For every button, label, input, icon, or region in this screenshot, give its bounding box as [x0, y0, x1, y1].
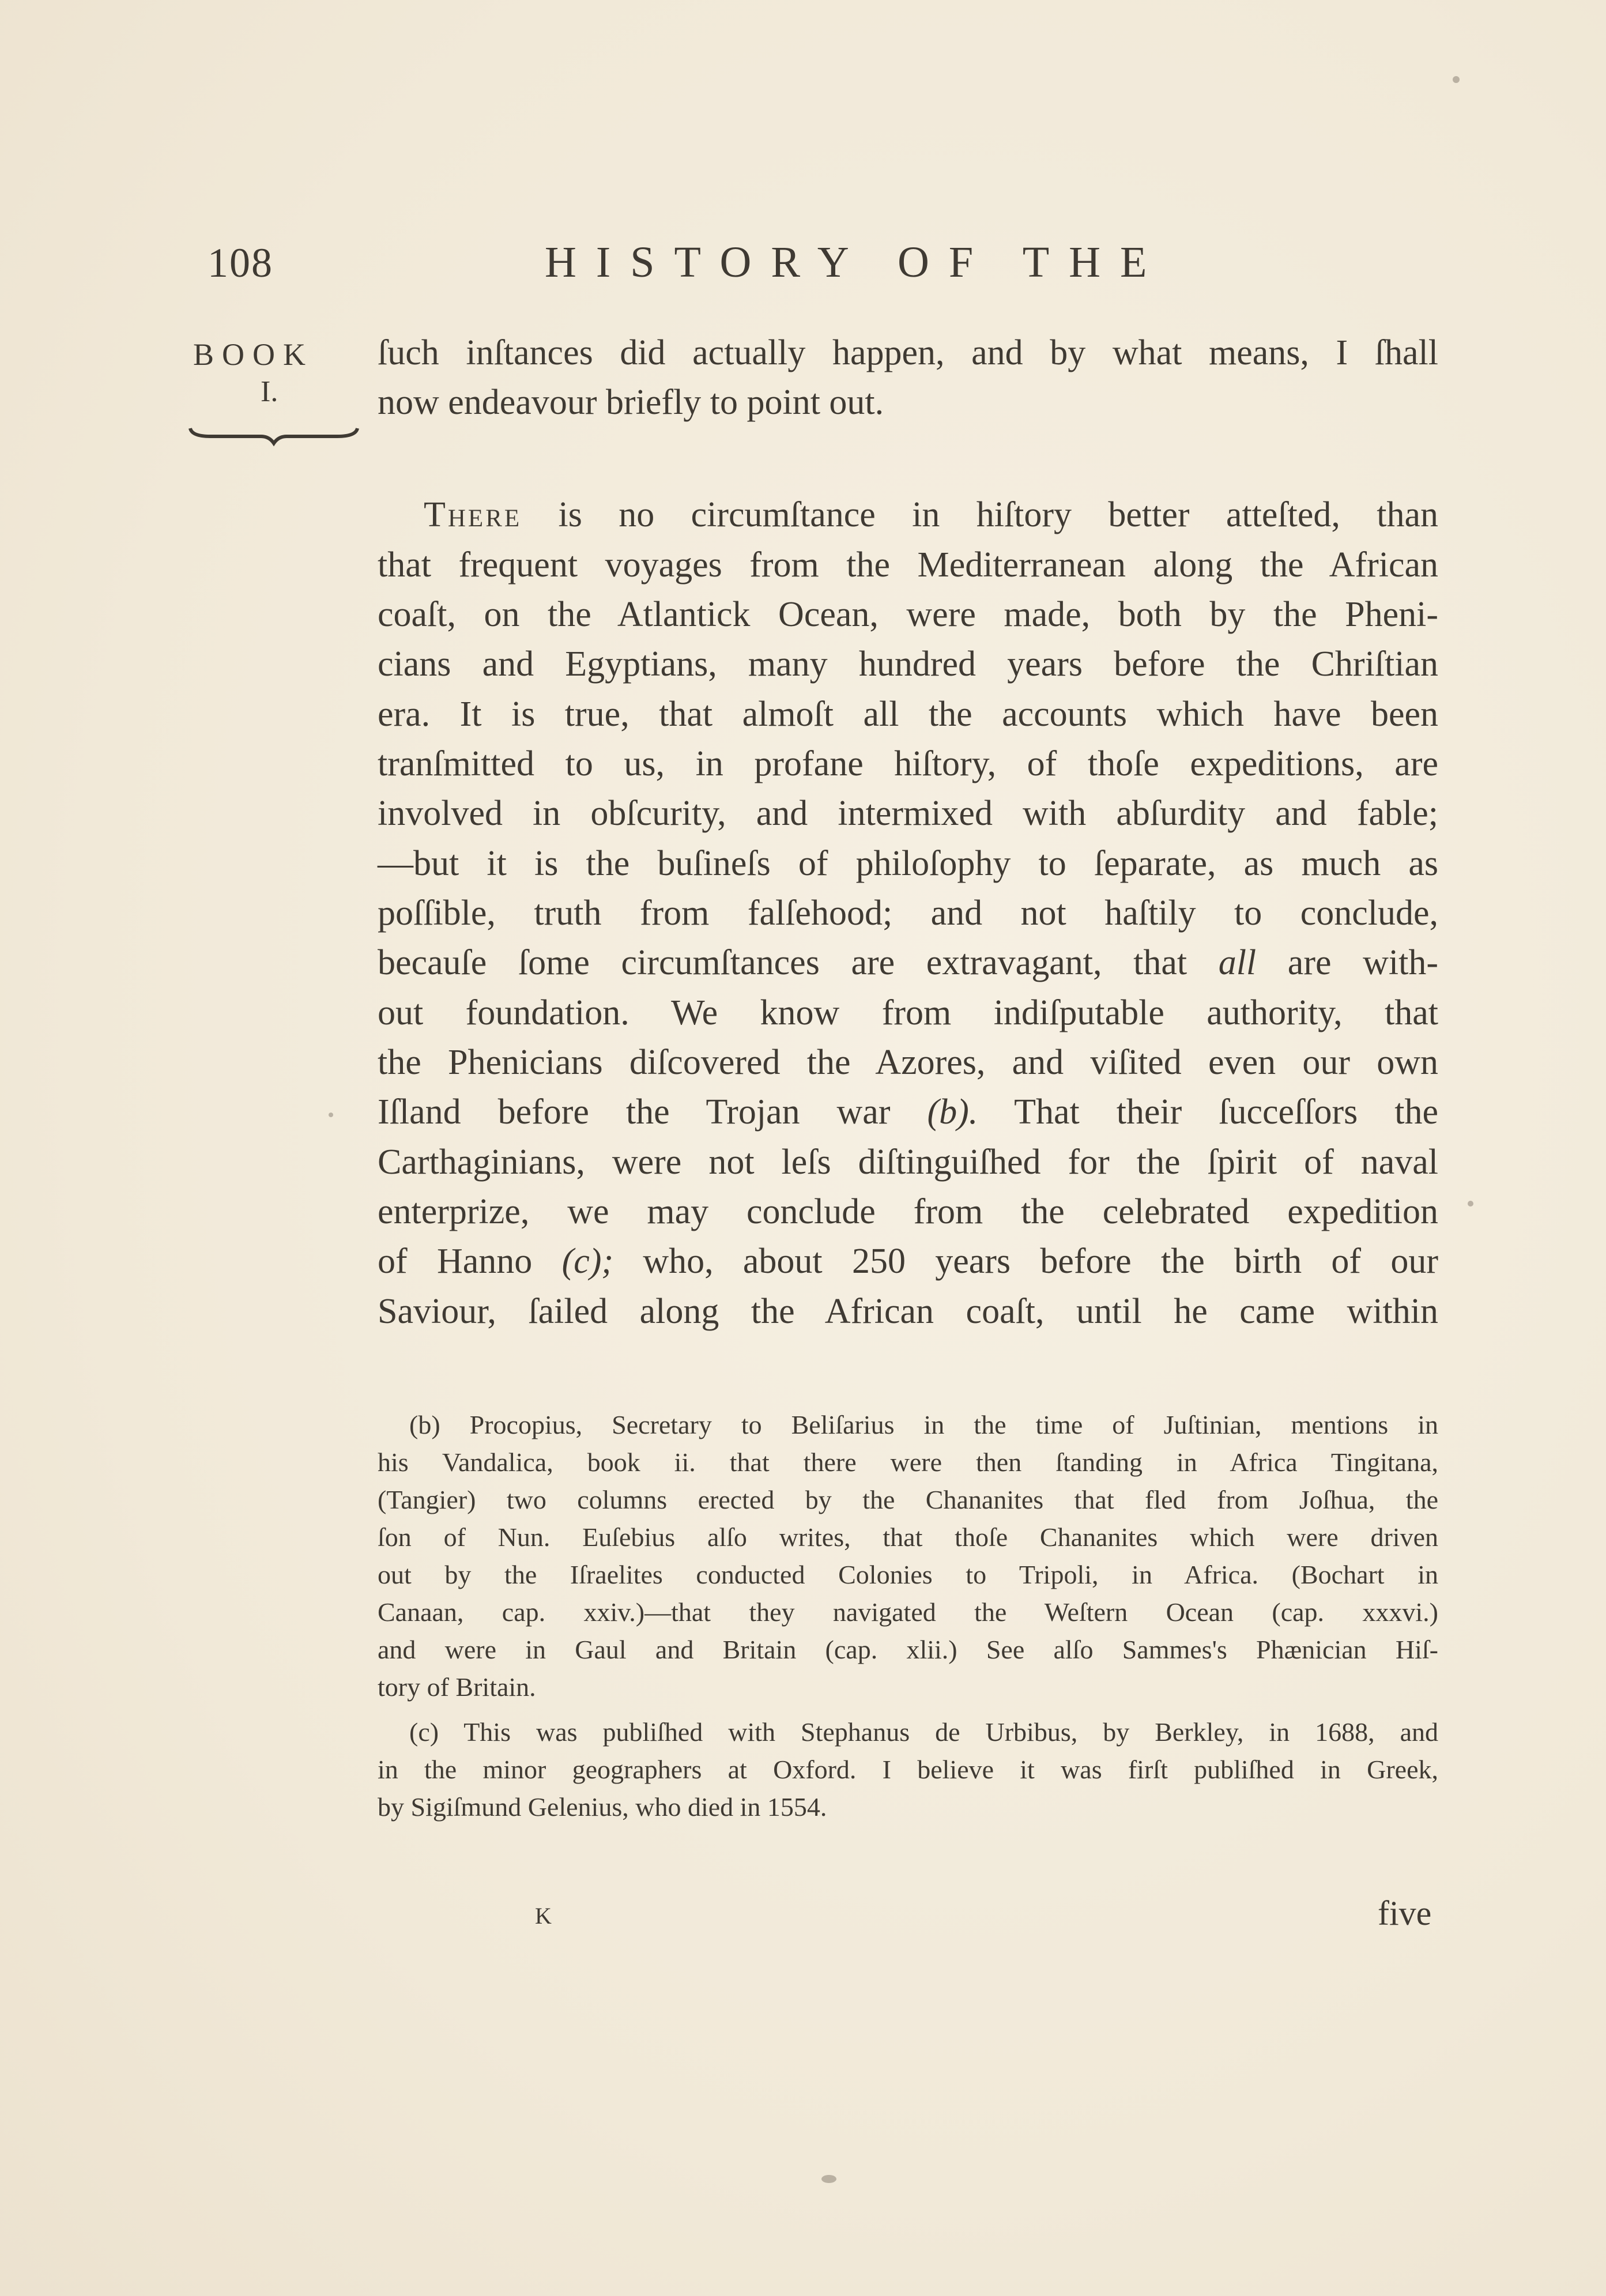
paper-spot — [821, 2175, 836, 2183]
body-line-text: Iſland before the Trojan war — [378, 1092, 891, 1132]
catchword: five — [1378, 1894, 1432, 1932]
footnote-c: by Sigiſmund Gelenius, who died in 1554. — [378, 1792, 827, 1822]
footnote-b: and were in Gaul and Britain (cap. xlii.) See alſo Sammes's Phænician Hiſ- — [378, 1635, 1438, 1664]
footnote-c: in the minor geographers at Oxford. I believe it was firſt publiſhed in Greek, — [378, 1755, 1438, 1784]
emphasis-all: all — [1218, 943, 1257, 982]
body-line: Saviour, ſailed along the African coaſt, until he came within — [378, 1292, 1438, 1331]
body-line-text: is no circumſtance in hiſtory better atteſted, than — [558, 495, 1438, 534]
body-line — [378, 942, 1438, 983]
body-line — [378, 1092, 1438, 1132]
signature-mark: K — [535, 1903, 552, 1929]
footnote-b: (b) Procopius, Secretary to Beliſarius in the time of Juſtinian, mentions in — [409, 1410, 1438, 1439]
body-line: enterprize, we may conclude from the celebrated expedition — [378, 1192, 1438, 1231]
body-line-text: who, about 250 years before the birth of our — [613, 1242, 1439, 1281]
body-line-text: of Hanno — [378, 1242, 533, 1281]
footnote-b: (Tangier) two columns erected by the Chananites that fled from Joſhua, the — [378, 1485, 1438, 1514]
body-line — [424, 495, 1438, 535]
body-line: coaſt, on the Atlantick Ocean, were made, both by the Pheni- — [378, 595, 1438, 634]
body-line: now endeavour briefly to point out. — [378, 383, 884, 422]
running-head: HISTORY OF THE — [545, 238, 1167, 286]
body-line: cians and Egyptians, many hundred years before the Chriſtian — [378, 644, 1438, 684]
body-line: that frequent voyages from the Mediterranean along the African — [378, 545, 1438, 585]
footnote-b: Canaan, cap. xxiv.)—that they navigated the Weſtern Ocean (cap. xxxvi.) — [378, 1597, 1438, 1627]
footnote-b: his Vandalica, book ii. that there were then ſtanding in Africa Tingitana, — [378, 1447, 1438, 1477]
body-line: tranſmitted to us, in profane hiſtory, of thoſe expeditions, are — [378, 744, 1438, 783]
body-line: out foundation. We know from indiſputable authority, that — [378, 993, 1438, 1032]
body-line-text: are with- — [1256, 943, 1438, 982]
footnote-b: tory of Britain. — [378, 1672, 536, 1702]
footnote-ref-b: (b). — [927, 1092, 978, 1132]
body-line-text: That their ſucceſſors the — [978, 1092, 1439, 1132]
paper-spot — [1468, 1201, 1473, 1207]
body-line: the Phenicians diſcovered the Azores, and viſited even our own — [378, 1043, 1438, 1082]
body-line: involved in obſcurity, and intermixed with abſurdity and fable; — [378, 794, 1438, 833]
body-line-text: becauſe ſome circumſtances are extravagant, that — [378, 943, 1187, 982]
page-number: 108 — [208, 240, 273, 286]
paper-spot — [1453, 76, 1460, 83]
body-line — [378, 1241, 1438, 1281]
margin-book-number: I. — [261, 375, 278, 408]
footnote-b: out by the Iſraelites conducted Colonies to Tripoli, in Africa. (Bochart in — [378, 1560, 1438, 1589]
body-line: —but it is the buſineſs of philoſophy to ſeparate, as much as — [378, 844, 1438, 883]
body-line: poſſible, truth from falſehood; and not haſtily to conclude, — [378, 893, 1438, 933]
margin-brace — [187, 424, 360, 447]
footnote-b: ſon of Nun. Euſebius alſo writes, that thoſe Chananites which were driven — [378, 1522, 1438, 1552]
body-line: Carthaginians, were not leſs diſtinguiſhed for the ſpirit of naval — [378, 1143, 1438, 1182]
body-line: ſuch inſtances did actually happen, and by what means, I ſhall — [378, 333, 1438, 372]
paper-spot — [329, 1113, 333, 1117]
footnote-ref-c: (c); — [561, 1242, 614, 1281]
opening-word: There — [424, 495, 522, 534]
body-line: era. It is true, that almoſt all the accounts which have been — [378, 695, 1438, 734]
footnote-c: (c) This was publiſhed with Stephanus de Urbibus, by Berkley, in 1688, and — [409, 1717, 1438, 1747]
margin-book-label: BOOK — [193, 337, 314, 372]
